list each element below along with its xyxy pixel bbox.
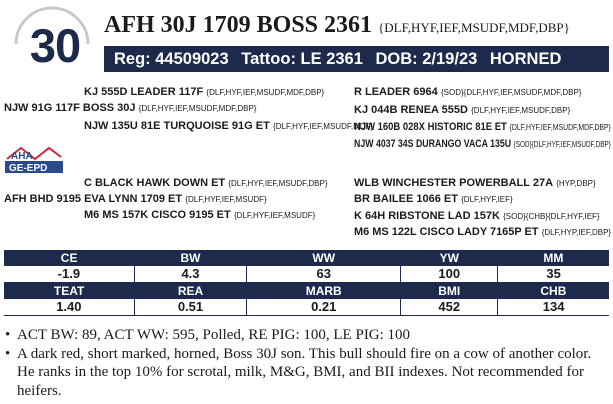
epd-header-row-2 bbox=[4, 283, 609, 300]
animal-title bbox=[104, 12, 570, 39]
epd-header-ww: WW bbox=[247, 250, 401, 266]
pedigree-dam-dam-dam-dam: M6 MS 122L CISCO LADY 7165P ET {DLF,HYP,IEF,DBP} bbox=[354, 226, 612, 238]
epd-header-chb: CHB bbox=[498, 283, 609, 300]
lot-number: 30 bbox=[29, 19, 81, 72]
epd-value-bmi: 452 bbox=[401, 299, 498, 316]
epd-header-bmi: BMI bbox=[401, 283, 498, 300]
pedigree-sire-dam-sire: R LEADER 6964 {SOD}{DLF,HYF,IEF,MSUDF,MDF,DBP} bbox=[354, 86, 582, 98]
epd-value-rea: 0.51 bbox=[134, 299, 247, 316]
lot-badge bbox=[10, 4, 94, 78]
horn-status: HORNED bbox=[489, 50, 562, 68]
epd-header-bw: BW bbox=[134, 250, 247, 266]
pedigree-dam-dam-dam-sire: BR BAILEE 1066 ET {DLF,HYF,IEF} bbox=[354, 193, 513, 205]
epd-header-yw: YW bbox=[401, 250, 498, 266]
epd-value-marb: 0.21 bbox=[247, 299, 401, 316]
aha-ge-epd-logo bbox=[5, 147, 63, 173]
note-description: • A dark red, short marked, horned, Boss 30J son. This bull should fire on a cow of another color. He ranks in the top 10% for scrotal, milk, M&G, BMI, and BII indexes. Not recommended for heifers. bbox=[4, 345, 607, 401]
pedigree-dam: AFH BHD 9195 EVA LYNN 1709 ET {DLF,HYF,IEF,MSUDF} bbox=[4, 193, 267, 205]
epd-value-row-2 bbox=[4, 299, 609, 316]
ge-epd-logo-text: GE-EPD bbox=[9, 163, 48, 173]
epd-header-rea: REA bbox=[134, 283, 247, 300]
epd-table bbox=[4, 250, 609, 316]
pedigree-dam-sire-sire: NJW 160B 028X HISTORIC 81E ET {DLF,HYF,IEF,MSUDF,MDF,DBP} bbox=[354, 121, 611, 133]
lot-notes bbox=[4, 326, 607, 400]
pedigree-dam-dam-dam: NJW 4037 34S DURANGO VACA 135U {SOD}{DLF,HYF,IEF,MSUDF,DBP} bbox=[354, 138, 611, 150]
epd-header-marb: MARB bbox=[247, 283, 401, 300]
pedigree-dam-sire: C BLACK HAWK DOWN ET {DLF,HYF,IEF,MSUDF,DBP} bbox=[84, 177, 328, 189]
registration-number: Reg: 44509023 bbox=[114, 50, 229, 68]
epd-value-teat: 1.40 bbox=[56, 299, 82, 314]
epd-value-row-1 bbox=[4, 266, 609, 283]
epd-value-ce: -1.9 bbox=[57, 266, 81, 281]
pedigree-sire-sire: KJ 555D LEADER 117F {DLF,HYF,IEF,MSUDF,MDF,DBP} bbox=[84, 86, 325, 98]
epd-value-yw: 100 bbox=[401, 266, 498, 283]
pedigree-dam-sire-dam-sire: K 64H RIBSTONE LAD 157K {SOD}{CHB}{DLF,HYF,IEF} bbox=[354, 210, 600, 222]
note-actuals: • ACT BW: 89, ACT WW: 595, Polled, RE PIG: 100, LE PIG: 100 bbox=[4, 326, 607, 345]
aha-logo-text: AHA bbox=[11, 151, 33, 162]
pedigree-sire-dam: NJW 135U 81E TURQUOISE 91G ET {DLF,HYF,IEF,MSUDF,MDF} bbox=[84, 120, 374, 132]
pedigree-dam-dam-sire: WLB WINCHESTER POWERBALL 27A {HYP,DBP} bbox=[354, 177, 596, 189]
animal-genetic-flags: {DLF,HYF,IEF,MSUDF,MDF,DBP} bbox=[378, 20, 570, 35]
date-of-birth: DOB: 2/19/23 bbox=[375, 50, 478, 68]
tattoo: Tattoo: LE 2361 bbox=[241, 50, 363, 68]
epd-value-ww: 63 bbox=[247, 266, 401, 283]
pedigree-dam-dam: M6 MS 157K CISCO 9195 ET {DLF,HYF,IEF,MSUDF} bbox=[84, 209, 316, 221]
epd-header-row-1 bbox=[4, 250, 609, 266]
epd-value-mm: 35 bbox=[498, 266, 609, 283]
registration-bar bbox=[104, 46, 609, 72]
pedigree-sire: NJW 91G 117F BOSS 30J {DLF,HYF,IEF,MSUDF,MDF,DBP} bbox=[4, 102, 257, 114]
epd-header-ce: CE bbox=[4, 250, 134, 266]
epd-value-chb: 134 bbox=[498, 299, 609, 316]
epd-value-bw: 4.3 bbox=[134, 266, 247, 283]
epd-header-mm: MM bbox=[498, 250, 609, 266]
epd-header-teat: TEAT bbox=[4, 283, 134, 300]
pedigree-sire-dam-sire-dam: KJ 044B RENEA 555D {DLF,HYF,IEF,MSUDF,DBP} bbox=[354, 104, 571, 116]
animal-name: AFH 30J 1709 BOSS 2361 bbox=[104, 12, 373, 38]
